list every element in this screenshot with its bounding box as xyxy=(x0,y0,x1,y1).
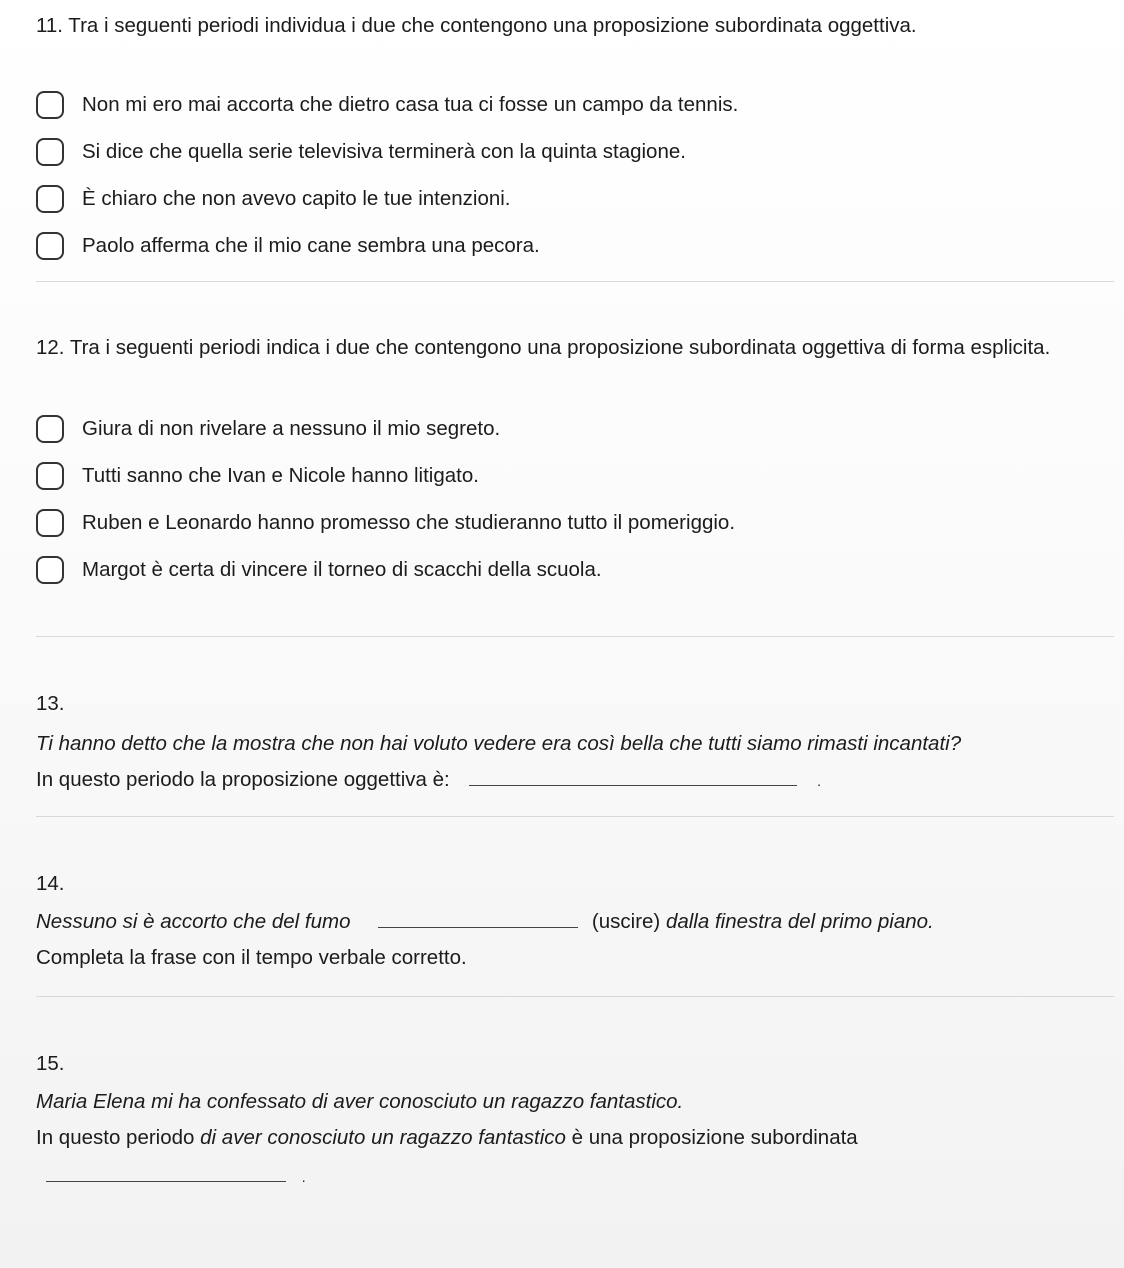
checkbox[interactable] xyxy=(36,462,64,490)
checkbox[interactable] xyxy=(36,91,64,119)
checkbox[interactable] xyxy=(36,415,64,443)
question-13-instruction: In questo periodo la proposizione oggettiva è: xyxy=(36,768,450,791)
question-12-option-2[interactable] xyxy=(36,452,1108,499)
checkbox[interactable] xyxy=(36,185,64,213)
question-15-instruction-italic: di aver conosciuto un ragazzo fantastico xyxy=(200,1126,566,1149)
question-13-instruction-line xyxy=(36,762,1108,799)
question-13-sentence: Ti hanno detto che la mostra che non hai voluto vedere era così bella che tutti siamo rimasti incantati? xyxy=(36,732,962,755)
question-12-option-1[interactable] xyxy=(36,405,1108,452)
checkbox[interactable] xyxy=(36,232,64,260)
option-label: Tutti sanno che Ivan e Nicole hanno litigato. xyxy=(82,463,479,487)
option-label: Paolo afferma che il mio cane sembra una pecora. xyxy=(82,233,540,257)
question-12-option-3[interactable] xyxy=(36,499,1108,546)
answer-blank[interactable] xyxy=(469,767,797,786)
question-11 xyxy=(36,9,1108,269)
question-15-number: 15. xyxy=(36,1052,65,1075)
question-13-number: 13. xyxy=(36,692,65,715)
checkbox[interactable] xyxy=(36,138,64,166)
question-12 xyxy=(36,331,1108,593)
question-15-instruction-line xyxy=(36,1120,1108,1156)
option-label: Si dice che quella serie televisiva terminerà con la quinta stagione. xyxy=(82,139,686,163)
answer-blank[interactable] xyxy=(46,1163,286,1182)
question-11-options xyxy=(36,81,1108,269)
question-15-instruction-start: In questo periodo xyxy=(36,1126,195,1149)
end-period: . xyxy=(301,1169,306,1185)
question-11-option-3[interactable] xyxy=(36,175,1108,222)
question-12-options xyxy=(36,405,1108,593)
question-15-instruction-end: è una proposizione subordinata xyxy=(571,1126,858,1149)
divider xyxy=(36,996,1114,997)
question-15-sentence: Maria Elena mi ha confessato di aver conosciuto un ragazzo fantastico. xyxy=(36,1090,684,1113)
checkbox[interactable] xyxy=(36,556,64,584)
question-14-sentence-start: Nessuno si è accorto che del fumo xyxy=(36,910,351,933)
verb-hint: (uscire) xyxy=(591,910,661,933)
question-14-number: 14. xyxy=(36,872,65,895)
question-14-sentence-line xyxy=(36,904,1108,940)
option-label: Ruben e Leonardo hanno promesso che studieranno tutto il pomeriggio. xyxy=(82,510,736,534)
option-label: Margot è certa di vincere il torneo di scacchi della scuola. xyxy=(82,557,602,581)
answer-blank[interactable] xyxy=(378,909,578,928)
question-15 xyxy=(36,1050,1108,1195)
question-14-instruction: Completa la frase con il tempo verbale corretto. xyxy=(36,946,467,969)
end-period: . xyxy=(817,773,822,789)
question-14 xyxy=(36,870,1108,976)
question-13 xyxy=(36,690,1108,799)
option-label: Non mi ero mai accorta che dietro casa tua ci fosse un campo da tennis. xyxy=(82,92,739,116)
question-11-option-4[interactable] xyxy=(36,222,1108,269)
divider xyxy=(36,281,1114,282)
question-15-answer-line xyxy=(36,1158,1108,1195)
divider xyxy=(36,816,1114,817)
question-11-option-1[interactable] xyxy=(36,81,1108,128)
checkbox[interactable] xyxy=(36,509,64,537)
question-12-prompt: 12. Tra i seguenti periodi indica i due che contengono una proposizione subordinata oggettiva di forma esplicita. xyxy=(36,336,1051,359)
option-label: È chiaro che non avevo capito le tue intenzioni. xyxy=(82,186,511,210)
question-14-sentence-end: dalla finestra del primo piano. xyxy=(665,910,934,933)
question-12-option-4[interactable] xyxy=(36,546,1108,593)
divider xyxy=(36,636,1114,637)
option-label: Giura di non rivelare a nessuno il mio segreto. xyxy=(82,416,501,440)
question-11-option-2[interactable] xyxy=(36,128,1108,175)
question-11-prompt: 11. Tra i seguenti periodi individua i due che contengono una proposizione subordinata oggettiva. xyxy=(36,14,917,37)
